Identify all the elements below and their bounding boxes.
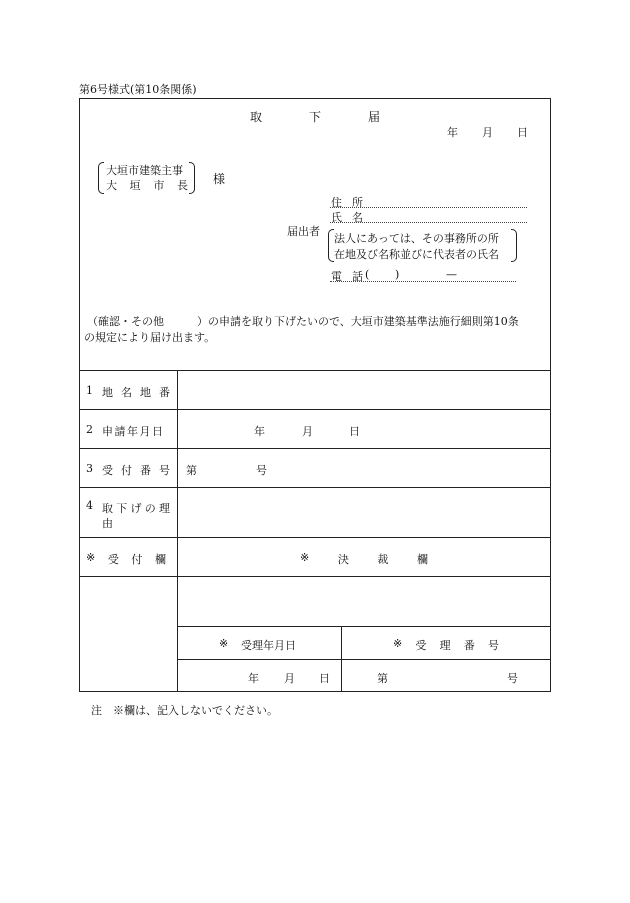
received-date-header: 受理年月日 [241, 639, 296, 652]
statement-line2: の規定により届け出ます。 [84, 331, 216, 344]
address-label: 住 所 [331, 196, 363, 209]
date-month: 月 [482, 126, 493, 139]
applicant-label: 届出者 [287, 225, 320, 238]
addressee-bracket-right [189, 162, 195, 194]
name-label: 氏 名 [331, 211, 363, 224]
table-top-rule [79, 370, 551, 371]
addressee-honorific: 様 [213, 172, 226, 186]
row-rule-5 [79, 576, 551, 577]
date-day: 日 [517, 126, 528, 139]
received-date-header-mark: ※ [219, 637, 229, 650]
row2-day: 日 [349, 425, 360, 438]
phone-close-paren: ) [395, 268, 400, 281]
row1-label: 地 名 地 番 [102, 386, 170, 399]
date-year: 年 [447, 126, 458, 139]
row3-prefix: 第 [186, 464, 197, 477]
addressee-mayor: 大 垣 市 長 [106, 179, 188, 192]
row4-label-line2: 由 [102, 517, 113, 530]
addressee-building-official: 大垣市建築主事 [106, 164, 183, 177]
phone-label: 電 話 [331, 270, 363, 283]
row1-number: 1 [86, 384, 93, 397]
row-rule-7 [177, 659, 551, 660]
statement-line1: （確認・その他 ）の申請を取り下げたいので、大垣市建築基準法施行細則第10条 [87, 315, 519, 328]
addressee-bracket-left [98, 162, 104, 194]
form-number: 第6号様式(第10条関係) [79, 83, 197, 96]
decision-header: ※ 決 裁 欄 [300, 551, 428, 566]
row2-month: 月 [302, 425, 313, 438]
address-line [330, 207, 527, 208]
row3-suffix: 号 [256, 464, 267, 477]
row-rule-2 [79, 448, 551, 449]
phone-open-paren: ( [365, 268, 370, 281]
name-line [330, 222, 527, 223]
received-year: 年 [248, 672, 259, 685]
row4-label-line1: 取 下 げ の 理 [102, 502, 170, 515]
row2-year: 年 [254, 425, 265, 438]
phone-dash: — [446, 268, 457, 281]
row-rule-4 [79, 537, 551, 538]
label-column-divider [177, 370, 178, 692]
corporate-note-line2: 在地及び名称並びに代表者の氏名 [334, 248, 499, 261]
row3-number: 3 [86, 462, 93, 475]
row2-number: 2 [86, 423, 93, 436]
received-column-divider [341, 626, 342, 692]
received-number-prefix: 第 [377, 672, 388, 685]
row2-label: 申請年月日 [102, 425, 165, 438]
received-day: 日 [319, 672, 330, 685]
phone-line [330, 281, 516, 282]
note-label: 注 [91, 704, 102, 717]
corporate-note-line1: 法人にあっては、その事務所の所 [334, 232, 499, 245]
received-number-header: ※ 受 理 番 号 [393, 637, 499, 652]
corporate-bracket-right [511, 229, 517, 262]
received-number-suffix: 号 [507, 672, 518, 685]
row4-number: 4 [86, 499, 93, 512]
row3-label: 受 付 番 号 [102, 464, 170, 477]
form-title: 取 下 届 [250, 110, 380, 124]
row-rule-3 [79, 487, 551, 488]
note-text: ※欄は、記入しないでください。 [113, 704, 278, 717]
received-month: 月 [284, 672, 295, 685]
row-rule-6 [177, 626, 551, 627]
reception-header: ※ 受 付 欄 [86, 551, 166, 566]
row-rule-1 [79, 409, 551, 410]
